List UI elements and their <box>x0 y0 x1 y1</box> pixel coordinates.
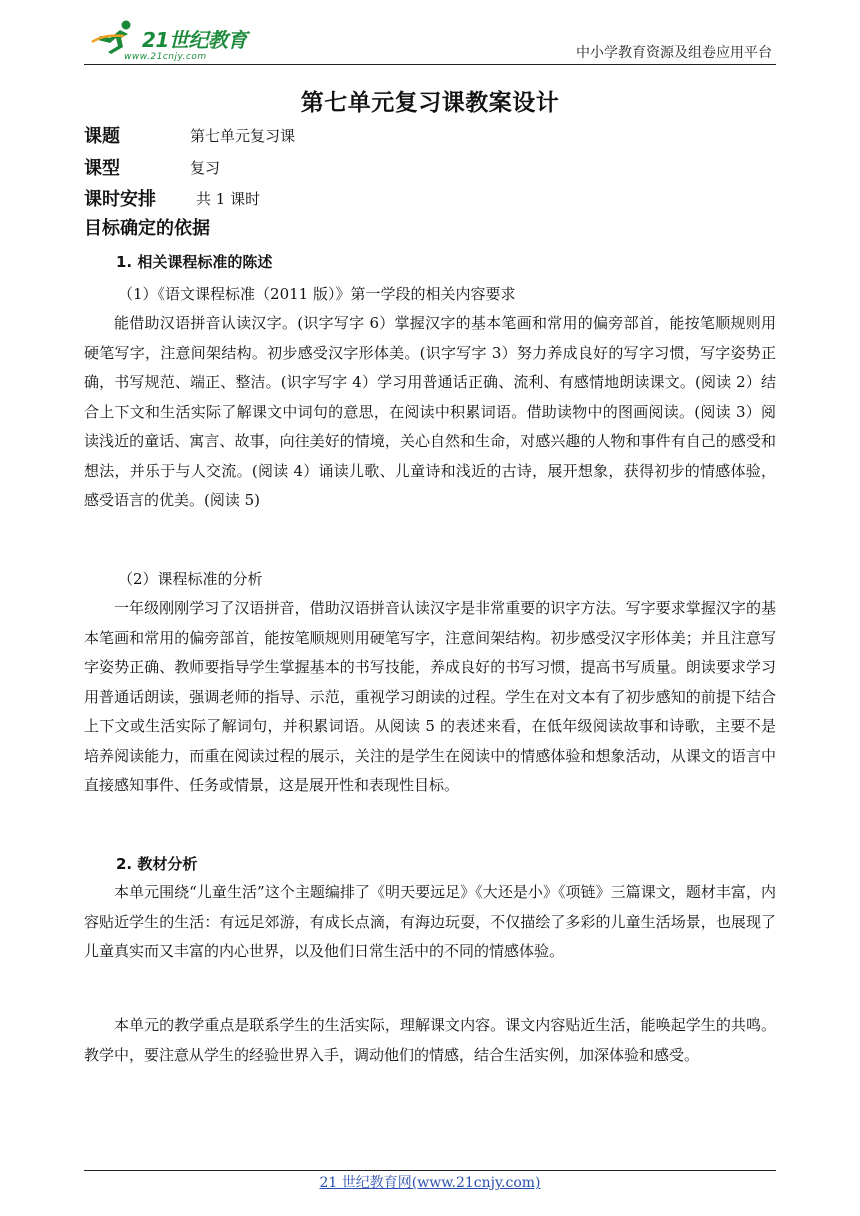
section2-paragraph2: 本单元的教学重点是联系学生的生活实际，理解课文内容。课文内容贴近生活，能唤起学生的共鸣。教学中，要注意从学生的经验世界入手，调动他们的情感，结合生活实例，加深体验和感受。 <box>84 1016 776 1064</box>
lesson-type-label: 课型 <box>84 158 120 179</box>
logo-url-text: www.21cnjy.com <box>124 52 207 62</box>
lesson-type-value: 复习 <box>190 159 221 177</box>
section1-heading: 1. 相关课程标准的陈述 <box>116 253 273 271</box>
logo-brand-text: 21世纪教育 <box>142 28 247 52</box>
platform-name: 中小学教育资源及组卷应用平台 <box>576 45 772 61</box>
section1-sub1: （1）《语文课程标准（2011 版）》第一学段的相关内容要求 <box>118 285 516 303</box>
runner-logo-icon <box>90 20 138 54</box>
section2-paragraph1: 本单元围绕“儿童生活”这个主题编排了《明天要远足》《大还是小》《项链》三篇课文，题材丰富，内容贴近学生的生活：有远足郊游，有成长点滴，有海边玩耍，不仅描绘了多彩的儿童生活场景，也展现了儿童真实而又丰富的内心世界，以及他们日常生活中的不同的情感体验。 <box>84 883 776 960</box>
class-hours-value: 共 1 课时 <box>196 190 261 208</box>
footer-link[interactable]: 21 世纪教育网(www.21cnjy.com) <box>319 1175 541 1191</box>
class-hours-label: 课时安排 <box>84 189 156 210</box>
section1-paragraph1: 能借助汉语拼音认读汉字。(识字写字 6）掌握汉字的基本笔画和常用的偏旁部首，能按笔顺规则用硬笔写字，注意间架结构。初步感受汉字形体美。(识字写字 3）努力养成良好的写字习惯，写字姿势正确，书写规范、端正、整洁。(识字写字 4）学习用普通话正确、流利、有感情地朗读课文。(阅读 2）结合上下文和生活实际了解课文中词句的意思，在阅读中积累词语。借助读物中的图画阅读。(阅读 3）阅读浅近的童话、寓言、故事，向往美好的情境，关心自然和生命，对感兴趣的人物和事件有自己的感受和想法，并乐于与人交流。(阅读 4）诵读儿歌、儿童诗和浅近的古诗，展开想象，获得初步的情感体验，感受语言的优美。(阅读 5) <box>84 314 776 509</box>
footer-divider <box>84 1170 776 1171</box>
header-divider <box>84 64 776 65</box>
document-title: 第七单元复习课教案设计 <box>300 90 560 116</box>
topic-value: 第七单元复习课 <box>190 127 296 145</box>
section1-paragraph2: 一年级刚刚学习了汉语拼音，借助汉语拼音认读汉字是非常重要的识字方法。写字要求掌握汉字的基本笔画和常用的偏旁部首，能按笔顺规则用硬笔写字，注意间架结构。初步感受汉字形体美；并且注意写字姿势正确、教师要指导学生掌握基本的书写技能，养成良好的书写习惯，提高书写质量。朗读要求学习用普通话朗读，强调老师的指导、示范，重视学习朗读的过程。学生在对文本有了初步感知的前提下结合上下文或生活实际了解词句，并积累词语。从阅读 5 的表述来看，在低年级阅读故事和诗歌，主要不是培养阅读能力，而重在阅读过程的展示，关注的是学生在阅读中的情感体验和想象活动，从课文的语言中直接感知事件、任务或情景，这是展开性和表现性目标。 <box>84 599 776 794</box>
topic-label: 课题 <box>84 126 120 147</box>
section2-heading: 2. 教材分析 <box>116 855 198 873</box>
section1-sub2: （2）课程标准的分析 <box>118 570 263 588</box>
page-header <box>84 14 776 66</box>
basis-heading: 目标确定的依据 <box>84 218 210 239</box>
site-logo[interactable] <box>90 18 310 66</box>
